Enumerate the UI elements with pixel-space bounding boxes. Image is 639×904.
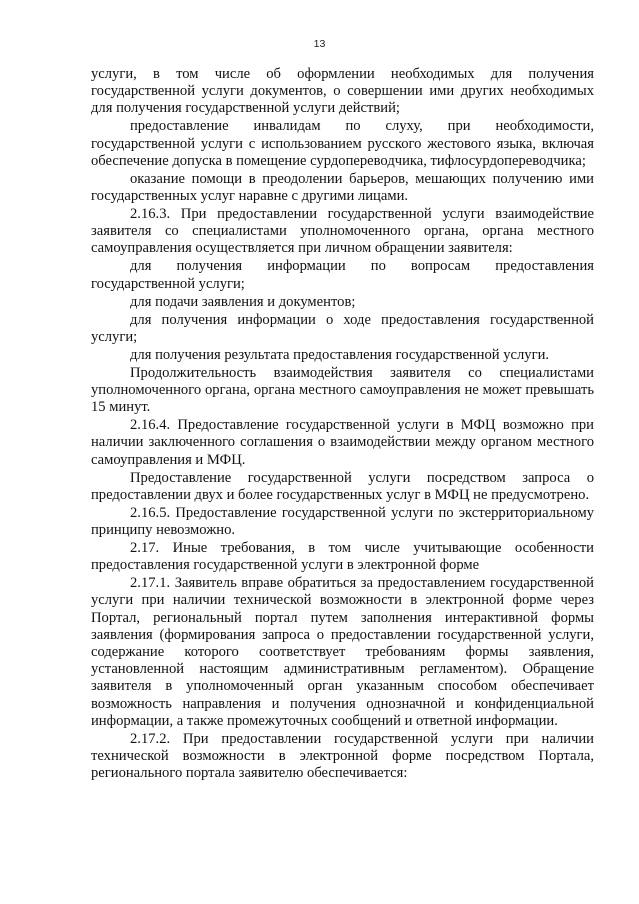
paragraph-2-16-4: 2.16.4. Предоставление государственной услуги в МФЦ возможно при наличии заключенного соглашения о взаимодействии между органом местного самоуправления и МФЦ. — [91, 417, 594, 468]
paragraph-2-17-1: 2.17.1. Заявитель вправе обратиться за предоставлением государственной услуги при наличии технической возможности в электронной форме через Портал, региональный портал путем заполнения интерактивной формы заявления (формирования запроса о предоставлении государственной услуги, содержание которого соответствует требованиям формы заявления, установленной настоящим административным регламентом). Обращение заявителя в уполномоченный орган указанным способом обеспечивает возможность направления и получения однозначной и конфиденциальной информации, а также промежуточных сообщений и ответной информации. — [91, 575, 594, 729]
body-text — [91, 66, 594, 783]
paragraph: для получения информации о ходе предоставления государственной услуги; — [91, 311, 594, 345]
paragraph: предоставление инвалидам по слуху, при необходимости, государственной услуги с использованием русского жестового языка, включая обеспечение допуска в помещение сурдопереводчика, тифлосурдопереводчика; — [91, 118, 594, 169]
section-heading-2-17: 2.17. Иные требования, в том числе учитывающие особенности предоставления государственной услуги в электронной форме — [91, 540, 594, 574]
paragraph: оказание помощи в преодолении барьеров, мешающих получению ими государственных услуг наравне с другими лицами. — [91, 170, 594, 205]
paragraph: Предоставление государственной услуги посредством запроса о предоставлении двух и более государственных услуг в МФЦ не предусмотрено. — [91, 469, 594, 503]
page-number: 13 — [313, 38, 326, 50]
paragraph-2-16-5: 2.16.5. Предоставление государственной услуги по экстерриториальному принципу невозможно. — [91, 504, 594, 539]
paragraph-continuation: услуги, в том числе об оформлении необходимых для получения государственной услуги документов, о совершении ими других необходимых для получения государственной услуги действий; — [91, 66, 594, 117]
paragraph-2-17-2: 2.17.2. При предоставлении государственной услуги при наличии технической возможности в электронной форме посредством Портала, регионального портала заявителю обеспечивается: — [91, 730, 594, 782]
paragraph: для получения информации по вопросам предоставления государственной услуги; — [91, 258, 594, 292]
paragraph: Продолжительность взаимодействия заявителя со специалистами уполномоченного органа, органа местного самоуправления не может превышать 15 минут. — [91, 364, 594, 416]
paragraph: для подачи заявления и документов; — [130, 293, 356, 310]
paragraph-2-16-3: 2.16.3. При предоставлении государственной услуги взаимодействие заявителя со специалистами уполномоченного органа, органа местного самоуправления осуществляется при личном обращении заявителя: — [91, 206, 594, 257]
paragraph: для получения результата предоставления государственной услуги. — [130, 346, 550, 363]
